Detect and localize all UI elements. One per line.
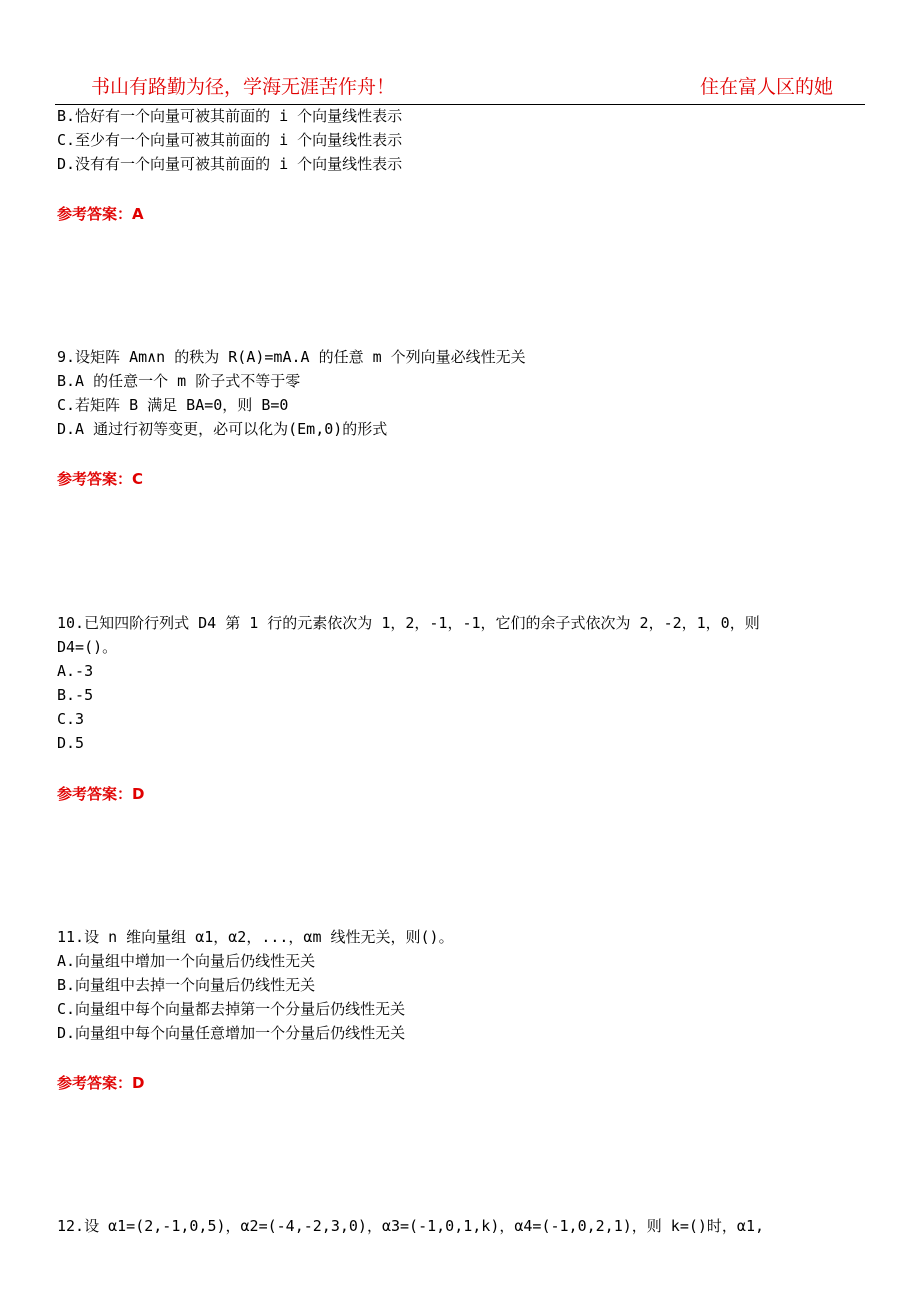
q11-option-b: B.向量组中去掉一个向量后仍线性无关 [57,976,316,994]
q11-option-d: D.向量组中每个向量任意增加一个分量后仍线性无关 [57,1024,406,1042]
q9-option-b: B.A 的任意一个 m 阶子式不等于零 [57,372,301,390]
header-tagline: 住在富人区的她 [699,76,833,98]
q11-stem: 11.设 n 维向量组 α1，α2，...，αm 线性无关，则()。 [57,928,454,946]
q9-answer: 参考答案：C [57,470,144,488]
q11-option-c: C.向量组中每个向量都去掉第一个分量后仍线性无关 [57,1000,406,1018]
q8-option-b: B.恰好有一个向量可被其前面的 i 个向量线性表示 [57,107,403,125]
q8-option-c: C.至少有一个向量可被其前面的 i 个向量线性表示 [57,131,403,149]
q9-stem: 9.设矩阵 Am∧n 的秩为 R(A)=mA.A 的任意 m 个列向量必线性无关 [57,348,526,366]
q10-stem-cont: D4=()。 [57,638,118,656]
q10-option-d: D.5 [57,734,85,752]
q10-answer: 参考答案：D [57,785,145,803]
q10-stem: 10.已知四阶行列式 D4 第 1 行的元素依次为 1，2，-1，-1，它们的余子式依次为 2，-2，1，0，则 [57,614,760,632]
q10-option-b: B.-5 [57,686,94,704]
q12-stem: 12.设 α1=(2,-1,0,5)，α2=(-4,-2,3,0)，α3=(-1,0,1,k)，α4=(-1,0,2,1)，则 k=()时，α1, [57,1217,765,1235]
q11-option-a: A.向量组中增加一个向量后仍线性无关 [57,952,316,970]
q8-option-d: D.没有有一个向量可被其前面的 i 个向量线性表示 [57,155,403,173]
q8-answer: 参考答案：A [57,205,144,223]
header-motto: 书山有路勤为径，学海无涯苦作舟！ [91,76,396,98]
q9-option-c: C.若矩阵 B 满足 BA=0，则 B=0 [57,396,289,414]
page-header [55,70,865,105]
q11-answer: 参考答案：D [57,1074,145,1092]
q10-option-a: A.-3 [57,662,94,680]
q9-option-d: D.A 通过行初等变更，必可以化为(Em,0)的形式 [57,420,388,438]
q10-option-c: C.3 [57,710,85,728]
